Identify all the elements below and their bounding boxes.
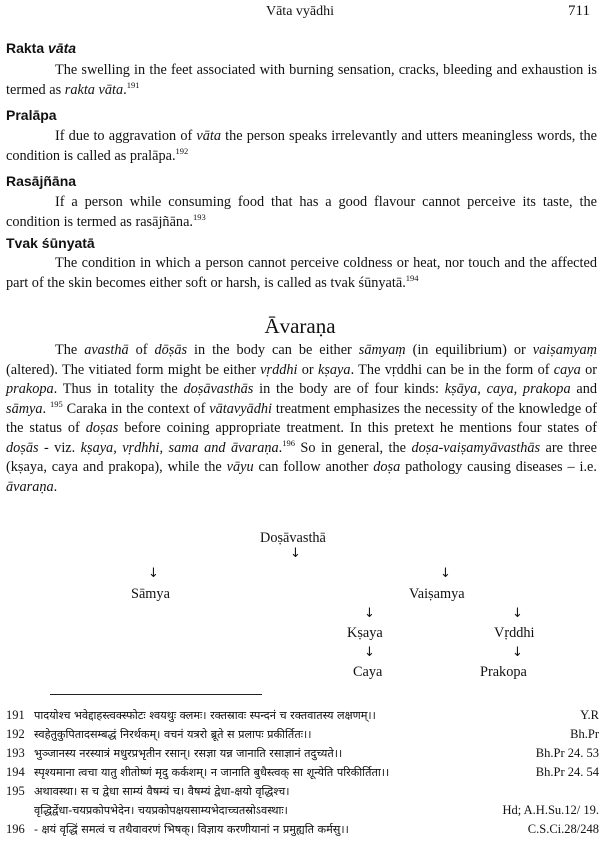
tree-arrow-ksaya: ↓ xyxy=(364,606,375,621)
tree-arrow-samya: ↓ xyxy=(148,566,159,581)
footnote-text: वृद्धिर्द्वेधा-चयप्रकोपभेदेन। चयप्रकोपक्षयसाम्यभेदाच्चतस्रोऽवस्थाः। xyxy=(34,804,288,817)
footnote-ref: C.S.Ci.28/248 xyxy=(527,822,599,836)
footnote-ref: Y.R xyxy=(580,708,599,722)
page-number: 711 xyxy=(568,3,590,19)
footnote-number: 196 xyxy=(6,822,25,836)
tree-node-dosavastha: Doṣāvasthā xyxy=(260,530,326,546)
heading-rasajnana: Rasājñāna xyxy=(6,173,77,189)
avarana-title: Āvaraṇa xyxy=(264,314,336,338)
tree-arrow-vrddhi: ↓ xyxy=(512,606,523,621)
footnote-number: 193 xyxy=(6,746,25,760)
tree-node-vaisamya: Vaiṣamya xyxy=(409,586,465,602)
footnote-text: स्वहेतुकुपितादसम्बद्धं निरर्थकम्। वचनं यत्ररो ब्रूते स प्रलापः प्रकीर्तितः।। xyxy=(34,728,312,741)
tree-arrow-prakopa: ↓ xyxy=(512,645,523,660)
footnote-ref: Hd; A.H.Su.12/ 19. xyxy=(502,803,599,817)
footnote-number: 192 xyxy=(6,727,25,741)
footnote-text: भुञ्जानस्य नरस्यात्रं मधुरप्रभृतीन रसान्। रसज्ञा यन्न जानाति रसाज्ञानं तदुच्यते।। xyxy=(34,747,343,760)
footnote-divider xyxy=(50,694,262,695)
footnote-number: 191 xyxy=(6,708,25,722)
footnote-number: 195 xyxy=(6,784,25,798)
tree-node-prakopa: Prakopa xyxy=(480,664,527,680)
tree-node-vrddhi: Vṛddhi xyxy=(494,625,535,641)
paragraph-rakta-vata: The swelling in the feet associated with burning sensation, cracks, bleeding and exhaustion is termed as rakta vāta.$^{191}$ xyxy=(6,62,597,98)
heading-tvak-sunyata: Tvak śūnyatā xyxy=(6,235,95,251)
footnote-ref: Bh.Pr 24. 53 xyxy=(535,746,599,760)
tree-arrow-vaisamya: ↓ xyxy=(440,566,451,581)
footnote-ref: Bh.Pr xyxy=(570,727,599,741)
footnote-text: स्पृश्यमाना त्वचा यातु शीतोष्णं मृदु कर्कशम्। न जानाति बुधैस्त्वक् सा शून्येति परिकीर्तिता।। xyxy=(34,766,390,779)
footnote-ref: Bh.Pr 24. 54 xyxy=(535,765,599,779)
tree-node-caya: Caya xyxy=(353,664,383,680)
paragraph-pralapa: If due to aggravation of vāta the person speaks irrelevantly and utters meaningless words, the condition is called as pralāpa.$^{192}$ xyxy=(6,128,597,164)
tree-arrow-root: ↓ xyxy=(290,546,301,561)
running-title: Vāta vyādhi xyxy=(265,4,335,19)
footnote-text: पादयोश्च भवेद्दाहस्त्वक्स्फोटः श्वयथुः क्लमः। रक्तस्रावः स्पन्दनं च रक्तवातस्य लक्षणम्।। xyxy=(34,709,376,722)
paragraph-tvak-sunyata: The condition in which a person cannot perceive coldness or heat, nor touch and the affected part of the skin becomes either soft or harsh, is called as tvak śūnyatā.$^{194}$ xyxy=(6,255,597,291)
paragraph-rasajnana: If a person while consuming food that has a good flavour cannot perceive its taste, the condition is termed as rasājñāna.$^{193}$ xyxy=(6,194,597,230)
tree-node-ksaya: Kṣaya xyxy=(347,625,383,641)
paragraph-avarana: The avasthā of dōṣās in the body can be either sāmyaṃ (in equilibrium) or vaiṣamyaṃ (altered). The vitiated form might be either vṛddhi or kṣaya. The vṛddhi can be in the form of caya or prakopa. Thus in totality the doṣāvasthās in the body are of four kinds: kṣāya, caya, prakopa and sāmya. $^{195}$ Caraka in the context of vātavyādhi treatment emphasizes the necessity of the knowledge of the status of doṣas before coining appropriate treatment. In this pretext he mentions four states of doṣās - viz. kṣaya, vṛdhhi, sama and āvaraṇa.$^{196}$ So in general, the doṣa-vaiṣamyāvasthās are three (kṣaya, caya and prakopa), while the vāyu can follow another doṣa pathology causing diseases – i.e. āvaraṇa. xyxy=(6,342,598,495)
footnote-text: - क्षयं वृद्धिं समत्वं च तथैवावरणं भिषक्। विज्ञाय करणीयानां न प्रमुह्यति कर्मसु।। xyxy=(34,823,349,836)
footnote-text: अथावस्था। स च द्वेधा साम्यं वैषम्यं च। वैषम्यं द्वेधा-क्षयो वृद्धिश्च। xyxy=(34,785,290,798)
footnote-number: 194 xyxy=(6,765,25,779)
tree-arrow-caya: ↓ xyxy=(364,645,375,660)
tree-node-samya: Sāmya xyxy=(131,586,170,602)
heading-rakta-vata: Rakta vāta xyxy=(6,40,77,56)
heading-pralapa: Pralāpa xyxy=(6,107,57,123)
